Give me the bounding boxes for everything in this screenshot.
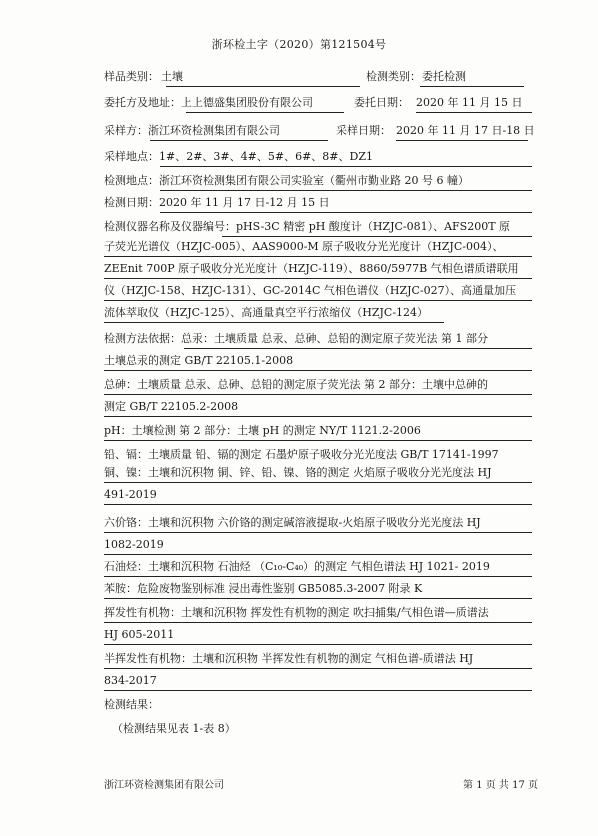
underline <box>104 482 532 483</box>
methods-text: 总汞：土壤质量 总汞、总砷、总铅的测定原子荧光法 第 1 部分 <box>181 332 488 345</box>
underline <box>396 140 528 141</box>
methods-line-15: 半挥发性有机物：土壤和沉积物 半挥发性有机物的测定 气相色谱-质谱法 HJ <box>104 652 474 665</box>
underline <box>104 300 532 301</box>
test-site-label: 检测地点： <box>104 174 159 187</box>
methods-line-8: 491-2019 <box>104 488 157 501</box>
methods-line-2: 土壤总汞的测定 GB/T 22105.1-2008 <box>104 354 294 367</box>
instruments-label: 检测仪器名称及仪器编号： <box>104 220 236 233</box>
underline <box>222 236 532 237</box>
methods-line-13: 挥发性有机物：土壤和沉积物 挥发性有机物的测定 吹扫捕集/气相色谱—质谱法 <box>104 606 489 619</box>
underline <box>104 278 532 279</box>
commission-date-label: 委托日期： <box>354 96 409 109</box>
methods-line-6: 铅、镉：土壤质量 铅、镉的测定 石墨炉原子吸收分光光度法 GB/T 17141-1997 <box>104 448 499 461</box>
instruments-line-4: 仪（HZJC-158、HZJC-131）、GC-2014C 气相色谱仪（HZJC-027）、高通量加压 <box>104 284 517 297</box>
underline <box>104 322 444 323</box>
underline <box>104 576 532 577</box>
footer-company: 浙江环资检测集团有限公司 <box>104 780 224 791</box>
underline <box>104 644 532 645</box>
underline <box>104 532 532 533</box>
underline <box>160 166 532 167</box>
sampling-date-label: 采样日期： <box>336 124 391 137</box>
underline <box>160 190 532 191</box>
methods-line-10: 1082-2019 <box>104 538 164 551</box>
underline <box>104 256 532 257</box>
methods-line-9: 六价铬：土壤和沉积物 六价铬的测定碱溶液提取-火焰原子吸收分光光度法 HJ <box>104 516 481 529</box>
sampler-label: 采样方： <box>104 124 148 137</box>
test-category-label: 检测类别： <box>366 70 421 83</box>
methods-line-1 <box>104 332 538 346</box>
instruments-line-3: ZEEnit 700P 原子吸收分光光度计（HZJC-119）、8860/5977B 气相色谱质谱联用 <box>104 262 519 275</box>
underline <box>104 504 532 505</box>
methods-line-16: 834-2017 <box>104 674 157 687</box>
sampler-value: 浙江环资检测集团有限公司 <box>148 124 280 137</box>
underline <box>186 112 344 113</box>
instruments-text: pHS-3C 精密 pH 酸度计（HZJC-081）、AFS200T 原 <box>236 220 511 233</box>
methods-line-3: 总砷：土壤质量 总汞、总砷、总铅的测定原子荧光法 第 2 部分：土壤中总砷的 <box>104 378 488 391</box>
methods-line-7: 铜、镍：土壤和沉积物 铜、锌、铅、镍、铬的测定 火焰原子吸收分光光度法 HJ <box>104 466 492 479</box>
methods-line-11: 石油烃：土壤和沉积物 石油烃 （C₁₀-C₄₀）的测定 气相色谱法 HJ 1021- 2019 <box>104 560 490 573</box>
instruments-line-5: 流体萃取仪（HZJC-125）、高通量真空平行浓缩仪（HZJC-124） <box>104 306 429 319</box>
sampler-row <box>104 124 538 138</box>
underline <box>104 554 532 555</box>
client-label: 委托方及地址： <box>104 96 181 109</box>
methods-label: 检测方法依据： <box>104 332 181 345</box>
test-site-value: 浙江环资检测集团有限公司实验室（衢州市勤业路 20 号 6 幢） <box>159 174 469 187</box>
commission-date-value: 2020 年 11 月 15 日 <box>416 96 523 109</box>
sample-category-value: 土壤 <box>161 70 183 83</box>
sampling-date-value: 2020 年 11 月 17 日-18 日 <box>396 124 535 137</box>
instruments-line-1 <box>104 220 538 234</box>
underline <box>184 348 532 349</box>
test-category-value: 委托检测 <box>422 70 466 83</box>
test-site-row <box>104 174 538 188</box>
methods-line-12: 苯胺：危险废物鉴别标准 浸出毒性鉴别 GB5085.3-2007 附录 K <box>104 582 423 595</box>
underline <box>150 140 328 141</box>
methods-line-14: HJ 605-2011 <box>104 628 175 641</box>
underline <box>104 690 532 691</box>
methods-line-4: 测定 GB/T 22105.2-2008 <box>104 400 239 413</box>
underline <box>104 394 532 395</box>
doc-number: 浙环检土字（2020）第121504号 <box>211 38 387 51</box>
sampling-site-label: 采样地点： <box>104 150 159 163</box>
test-date-row <box>104 196 538 210</box>
results-label: 检测结果： <box>104 698 159 711</box>
client-value: 上上德盛集团股份有限公司 <box>181 96 313 109</box>
underline <box>420 86 524 87</box>
sample-category-row <box>104 70 538 84</box>
underline <box>160 212 532 213</box>
sample-category-label: 样品类别： <box>104 70 159 83</box>
test-date-label: 检测日期： <box>104 196 159 209</box>
underline <box>166 86 360 87</box>
instruments-line-2: 子荧光光谱仪（HZJC-005）、AAS9000-M 原子吸收分光光度计（HZJC-004）、 <box>104 240 504 253</box>
results-note: （检测结果见表 1-表 8） <box>112 722 236 735</box>
footer-page-number: 第 1 页 共 17 页 <box>463 780 538 791</box>
underline <box>104 598 532 599</box>
underline <box>104 440 532 441</box>
test-date-value: 2020 年 11 月 17 日-12 月 15 日 <box>159 196 330 209</box>
underline <box>104 370 532 371</box>
methods-line-5: pH：土壤检测 第 2 部分：土壤 pH 的测定 NY/T 1121.2-2006 <box>104 424 421 437</box>
underline <box>416 112 532 113</box>
client-row <box>104 96 538 110</box>
underline <box>104 416 532 417</box>
sampling-site-value: 1#、2#、3#、4#、5#、6#、8#、DZ1 <box>159 150 373 163</box>
sampling-site-row <box>104 150 538 164</box>
underline <box>104 668 532 669</box>
underline <box>104 622 532 623</box>
